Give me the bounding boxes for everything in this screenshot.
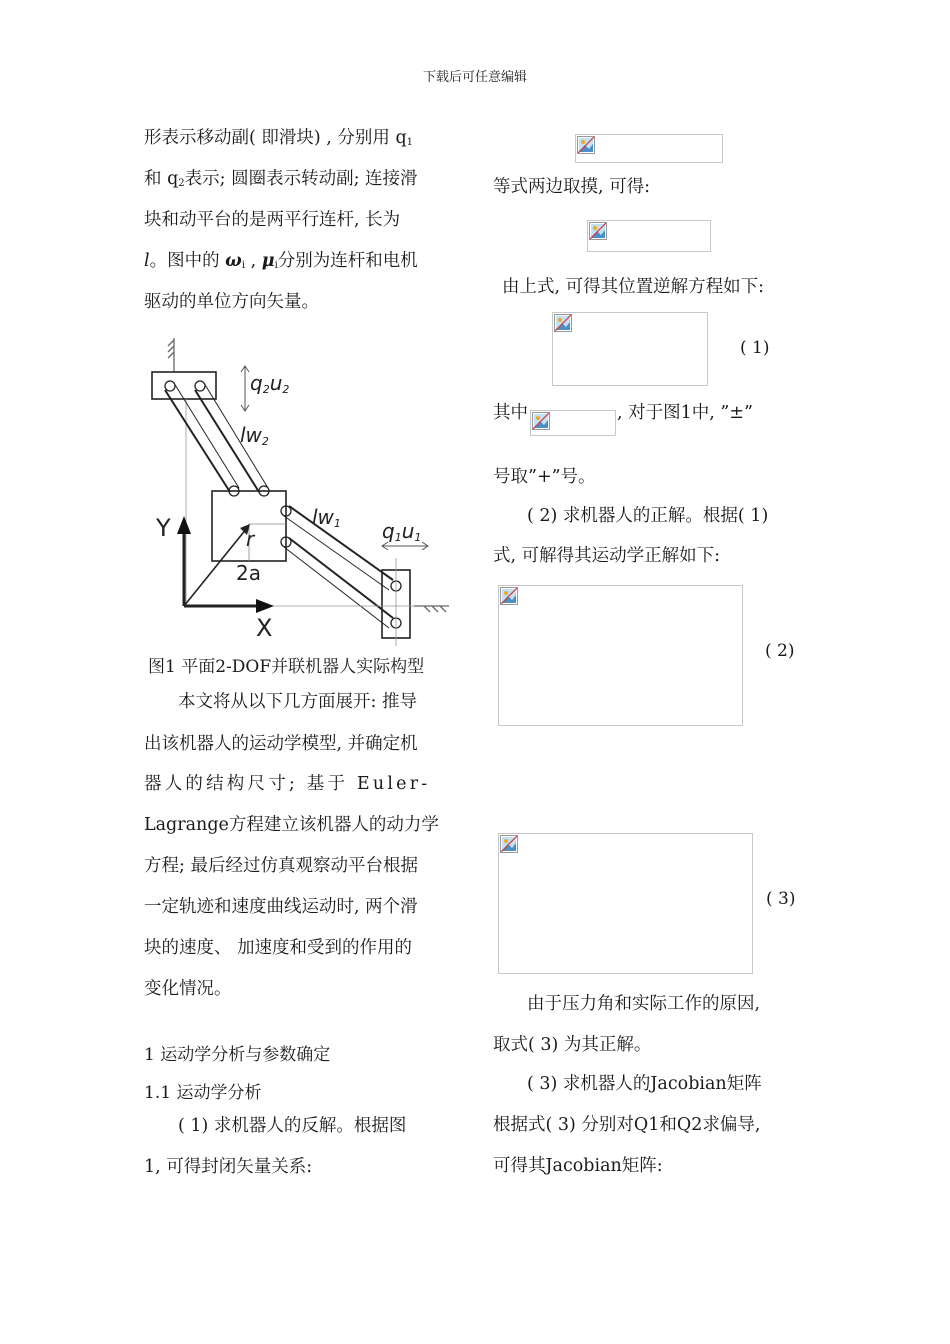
right-line: 可得其Jacobian矩阵: bbox=[493, 1156, 663, 1176]
svg-text:lw1: lw1 bbox=[312, 505, 341, 530]
svg-text:X: X bbox=[256, 614, 273, 642]
right-line: 由上式, 可得其位置逆解方程如下: bbox=[502, 277, 765, 297]
svg-text:2a: 2a bbox=[236, 561, 261, 585]
mechanism-figure bbox=[144, 328, 464, 646]
right-line: 式, 可解得其运动学正解如下: bbox=[493, 546, 721, 566]
svg-text:lw2: lw2 bbox=[240, 423, 269, 448]
right-line: , 对于图1中, ”±” bbox=[617, 403, 753, 423]
equation-image-placeholder bbox=[498, 585, 743, 726]
equation-number: ( 3) bbox=[766, 889, 796, 909]
right-line: 根据式( 3) 分别对Q1和Q2求偏导, bbox=[493, 1115, 761, 1135]
para1-line5: 驱动的单位方向矢量。 bbox=[144, 292, 319, 312]
para1-line4: l。图中的 $\omega_i$ , $\mu_i$分别为连杆和电机 bbox=[144, 251, 418, 271]
para2-line: 方程; 最后经过仿真观察动平台根据 bbox=[144, 856, 418, 876]
section-heading-1-1: 1.1 运动学分析 bbox=[144, 1083, 262, 1103]
svg-text:q2u2: q2u2 bbox=[250, 371, 290, 396]
page-header: 下载后可任意编辑 bbox=[422, 70, 527, 85]
equation-number: ( 1) bbox=[740, 338, 770, 358]
right-line: 号取”+”号。 bbox=[493, 467, 596, 487]
broken-image-icon bbox=[500, 835, 518, 853]
para2-line: 出该机器人的运动学模型, 并确定机 bbox=[144, 734, 418, 754]
para2-line: 一定轨迹和速度曲线运动时, 两个滑 bbox=[144, 897, 418, 917]
para1-line3: 块和动平台的是两平行连杆, 长为 bbox=[144, 210, 401, 230]
para2-line: 变化情况。 bbox=[144, 979, 232, 999]
para2-line: 块的速度、 加速度和受到的作用的 bbox=[144, 938, 413, 958]
para3-line: 1, 可得封闭矢量关系: bbox=[144, 1157, 313, 1177]
para2-line: Lagrange方程建立该机器人的动力学 bbox=[144, 815, 439, 835]
equation-number: ( 2) bbox=[765, 641, 795, 661]
right-line: ( 3) 求机器人的Jacobian矩阵 bbox=[527, 1074, 762, 1094]
equation-image-placeholder bbox=[575, 134, 723, 163]
para1-line1: 形表示移动副( 即滑块) , 分别用 $q_1$ bbox=[144, 128, 414, 148]
para2-line: 本文将从以下几方面展开: 推导 bbox=[178, 692, 417, 712]
right-line: 取式( 3) 为其正解。 bbox=[493, 1035, 652, 1055]
right-line: 等式两边取摸, 可得: bbox=[493, 177, 651, 197]
svg-text:q1u1: q1u1 bbox=[382, 519, 422, 544]
section-heading-1: 1 运动学分析与参数确定 bbox=[144, 1045, 331, 1065]
right-line: 由于压力角和实际工作的原因, bbox=[527, 994, 761, 1014]
svg-text:r: r bbox=[246, 527, 255, 551]
svg-text:Y: Y bbox=[156, 514, 171, 542]
equation-image-placeholder bbox=[587, 220, 711, 252]
broken-image-icon bbox=[589, 222, 607, 240]
equation-image-placeholder bbox=[552, 312, 708, 386]
broken-image-icon bbox=[532, 412, 550, 430]
figure-caption: 图1 平面2-DOF并联机器人实际构型 bbox=[148, 657, 425, 677]
right-line: ( 2) 求机器人的正解。根据( 1) bbox=[527, 506, 769, 526]
equation-image-placeholder bbox=[530, 410, 616, 436]
para3-line: ( 1) 求机器人的反解。根据图 bbox=[178, 1116, 407, 1136]
right-line: 其中 bbox=[493, 403, 528, 423]
para1-line2: 和 $q_2$表示; 圆圈表示转动副; 连接滑 bbox=[144, 169, 418, 189]
equation-image-placeholder bbox=[498, 833, 753, 974]
broken-image-icon bbox=[577, 136, 595, 154]
broken-image-icon bbox=[500, 587, 518, 605]
para2-line: 器人的结构尺寸; 基于 Euler- bbox=[144, 774, 431, 794]
broken-image-icon bbox=[554, 314, 572, 332]
